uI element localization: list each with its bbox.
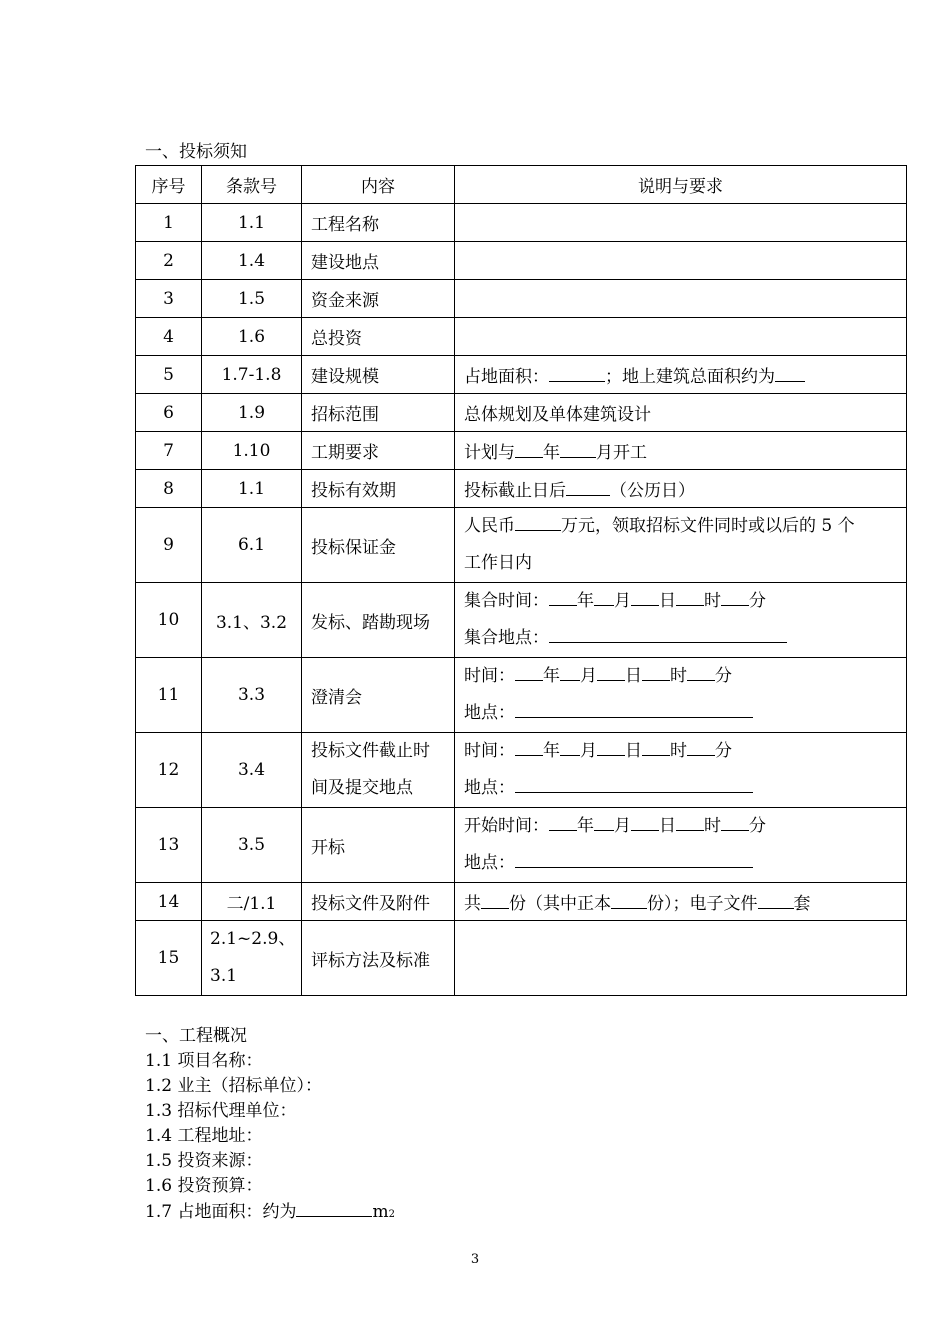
row-content: 总投资	[302, 318, 455, 356]
place-label: 地点：	[464, 778, 515, 798]
blank-field[interactable]	[597, 738, 625, 756]
overview-item: 1.5 投资来源：	[145, 1151, 263, 1171]
row-clause: 1.9	[202, 394, 302, 432]
desc-text: （公历日）	[610, 481, 695, 501]
area-unit: m	[372, 1202, 389, 1222]
row-clause: 6.1	[202, 508, 302, 583]
time-line	[464, 808, 906, 845]
unit-hour: 时	[670, 741, 687, 761]
row-content	[302, 733, 455, 808]
header-desc: 说明与要求	[455, 166, 907, 204]
blank-field[interactable]	[594, 813, 614, 831]
unit-year: 年	[577, 816, 594, 836]
blank-field[interactable]	[721, 588, 749, 606]
unit-minute: 分	[749, 591, 766, 611]
row-desc	[455, 658, 907, 733]
row-content: 投标有效期	[302, 470, 455, 508]
header-seq: 序号	[136, 166, 202, 204]
overview-item: 1.1 项目名称：	[145, 1051, 263, 1071]
table-row	[136, 242, 907, 280]
row-clause: 1.5	[202, 280, 302, 318]
row-desc	[455, 432, 907, 470]
desc-text: 占地面积：	[464, 367, 549, 387]
row-seq: 9	[136, 508, 202, 583]
unit-year: 年	[577, 591, 594, 611]
row-desc	[455, 280, 907, 318]
clause-line: 3.1	[210, 966, 238, 986]
row-content: 建设规模	[302, 356, 455, 394]
blank-field[interactable]	[549, 813, 577, 831]
row-clause: 1.10	[202, 432, 302, 470]
desc-text: 份）；电子文件	[647, 894, 758, 914]
area-blank-field[interactable]	[296, 1199, 372, 1217]
row-desc	[455, 808, 907, 883]
desc-text: ；地上建筑总面积约为	[605, 367, 775, 387]
blank-field[interactable]	[560, 738, 580, 756]
table-row	[136, 204, 907, 242]
blank-field[interactable]	[560, 663, 580, 681]
time-line	[464, 583, 906, 620]
row-clause: 3.1、3.2	[202, 583, 302, 658]
area-label: 1.7 占地面积：约为	[145, 1202, 297, 1222]
blank-field[interactable]	[631, 588, 659, 606]
desc-text: 计划与	[464, 443, 515, 463]
content-line: 投标文件截止时	[311, 741, 430, 761]
time-line	[464, 733, 906, 770]
table-row	[136, 432, 907, 470]
unit-month: 月	[580, 666, 597, 686]
place-line	[464, 845, 906, 882]
unit-hour: 时	[704, 591, 721, 611]
row-seq: 12	[136, 733, 202, 808]
desc-text: 套	[793, 894, 811, 914]
blank-field[interactable]	[687, 663, 715, 681]
row-clause: 1.7-1.8	[202, 356, 302, 394]
desc-text: 投标截止日后	[464, 481, 566, 501]
row-clause: 3.5	[202, 808, 302, 883]
blank-field[interactable]	[481, 891, 509, 909]
overview-item: 1.2 业主（招标单位）：	[145, 1076, 322, 1096]
row-clause: 3.3	[202, 658, 302, 733]
row-seq: 1	[136, 204, 202, 242]
unit-day: 日	[659, 816, 676, 836]
table-row	[136, 280, 907, 318]
desc-text: 月开工	[596, 443, 647, 463]
row-content: 资金来源	[302, 280, 455, 318]
row-seq: 6	[136, 394, 202, 432]
row-desc	[455, 921, 907, 996]
row-content: 工程名称	[302, 204, 455, 242]
blank-field[interactable]	[515, 663, 543, 681]
blank-field[interactable]	[642, 663, 670, 681]
table-row	[136, 508, 907, 583]
desc-text: 年	[543, 443, 560, 463]
blank-field[interactable]	[611, 891, 647, 909]
unit-hour: 时	[704, 816, 721, 836]
row-clause: 1.4	[202, 242, 302, 280]
place-label: 地点：	[464, 703, 515, 723]
row-desc	[455, 883, 907, 921]
unit-month: 月	[614, 591, 631, 611]
blank-field[interactable]	[515, 513, 561, 531]
unit-hour: 时	[670, 666, 687, 686]
row-seq: 11	[136, 658, 202, 733]
unit-minute: 分	[749, 816, 766, 836]
row-content: 澄清会	[302, 658, 455, 733]
section-title-bidding-notice: 一、投标须知	[145, 142, 247, 162]
row-clause: 1.1	[202, 204, 302, 242]
header-content: 内容	[302, 166, 455, 204]
row-desc	[455, 583, 907, 658]
unit-minute: 分	[715, 666, 732, 686]
row-content: 投标保证金	[302, 508, 455, 583]
desc-text: 份（其中正本	[509, 894, 611, 914]
place-line	[464, 770, 906, 807]
blank-field[interactable]	[721, 813, 749, 831]
desc-line	[464, 508, 906, 545]
table-row	[136, 470, 907, 508]
blank-field[interactable]	[549, 364, 605, 382]
blank-field[interactable]	[631, 813, 659, 831]
table-row	[136, 921, 907, 996]
row-seq: 15	[136, 921, 202, 996]
table-row	[136, 883, 907, 921]
row-desc	[455, 733, 907, 808]
row-seq: 10	[136, 583, 202, 658]
overview-title: 一、工程概况	[145, 1026, 247, 1046]
row-content: 开标	[302, 808, 455, 883]
blank-field[interactable]	[515, 850, 753, 868]
row-desc	[455, 470, 907, 508]
page-number: 3	[470, 1252, 480, 1267]
blank-field[interactable]	[515, 700, 753, 718]
unit-month: 月	[580, 741, 597, 761]
desc-line: 工作日内	[464, 553, 532, 573]
blank-field[interactable]	[775, 364, 805, 382]
blank-field[interactable]	[594, 588, 614, 606]
row-clause: 二/1.1	[202, 883, 302, 921]
blank-field[interactable]	[642, 738, 670, 756]
overview-item-area	[145, 1199, 395, 1227]
time-label: 集合时间：	[464, 591, 549, 611]
blank-field[interactable]	[566, 478, 610, 496]
table-row	[136, 733, 907, 808]
row-desc	[455, 356, 907, 394]
overview-item: 1.3 招标代理单位：	[145, 1101, 297, 1121]
place-label: 集合地点：	[464, 628, 549, 648]
blank-field[interactable]	[549, 625, 787, 643]
project-overview	[145, 1024, 395, 1227]
row-seq: 2	[136, 242, 202, 280]
row-seq: 4	[136, 318, 202, 356]
table-row	[136, 583, 907, 658]
blank-field[interactable]	[515, 775, 753, 793]
row-desc	[455, 508, 907, 583]
row-content: 发标、踏勘现场	[302, 583, 455, 658]
blank-field[interactable]	[515, 440, 543, 458]
unit-month: 月	[614, 816, 631, 836]
overview-item: 1.6 投资预算：	[145, 1176, 263, 1196]
row-clause: 3.4	[202, 733, 302, 808]
row-clause	[202, 921, 302, 996]
unit-minute: 分	[715, 741, 732, 761]
clause-line: 2.1~2.9、	[210, 929, 296, 949]
row-seq: 7	[136, 432, 202, 470]
blank-field[interactable]	[687, 738, 715, 756]
time-label: 时间：	[464, 741, 515, 761]
header-clause: 条款号	[202, 166, 302, 204]
time-label: 时间：	[464, 666, 515, 686]
unit-day: 日	[659, 591, 676, 611]
row-clause: 1.1	[202, 470, 302, 508]
desc-text: 人民币	[464, 516, 515, 536]
blank-field[interactable]	[597, 663, 625, 681]
row-seq: 14	[136, 883, 202, 921]
row-desc	[455, 318, 907, 356]
row-seq: 8	[136, 470, 202, 508]
table-row	[136, 356, 907, 394]
desc-text: 万元，领取招标文件同时或以后的 5 个	[561, 516, 855, 536]
row-desc: 总体规划及单体建筑设计	[455, 394, 907, 432]
place-label: 地点：	[464, 853, 515, 873]
row-desc	[455, 204, 907, 242]
place-line	[464, 620, 906, 657]
unit-day: 日	[625, 666, 642, 686]
row-seq: 3	[136, 280, 202, 318]
blank-field[interactable]	[515, 738, 543, 756]
time-label: 开始时间：	[464, 816, 549, 836]
row-content: 建设地点	[302, 242, 455, 280]
table-row	[136, 394, 907, 432]
content-line: 间及提交地点	[311, 778, 413, 798]
desc-text: 共	[464, 894, 481, 914]
row-seq: 13	[136, 808, 202, 883]
area-unit-sup: 2	[388, 1209, 395, 1220]
unit-day: 日	[625, 741, 642, 761]
place-line	[464, 695, 906, 732]
row-desc	[455, 242, 907, 280]
time-line	[464, 658, 906, 695]
table-header-row	[136, 166, 907, 204]
overview-item: 1.4 工程地址：	[145, 1126, 263, 1146]
blank-field[interactable]	[676, 588, 704, 606]
bidding-notice-table	[135, 165, 907, 996]
table-row	[136, 808, 907, 883]
row-content: 评标方法及标准	[302, 921, 455, 996]
table-row	[136, 318, 907, 356]
blank-field[interactable]	[549, 588, 577, 606]
row-clause: 1.6	[202, 318, 302, 356]
unit-year: 年	[543, 666, 560, 686]
blank-field[interactable]	[676, 813, 704, 831]
row-content: 投标文件及附件	[302, 883, 455, 921]
table-row	[136, 658, 907, 733]
blank-field[interactable]	[758, 891, 794, 909]
blank-field[interactable]	[560, 440, 596, 458]
unit-year: 年	[543, 741, 560, 761]
row-content: 工期要求	[302, 432, 455, 470]
row-content: 招标范围	[302, 394, 455, 432]
row-seq: 5	[136, 356, 202, 394]
